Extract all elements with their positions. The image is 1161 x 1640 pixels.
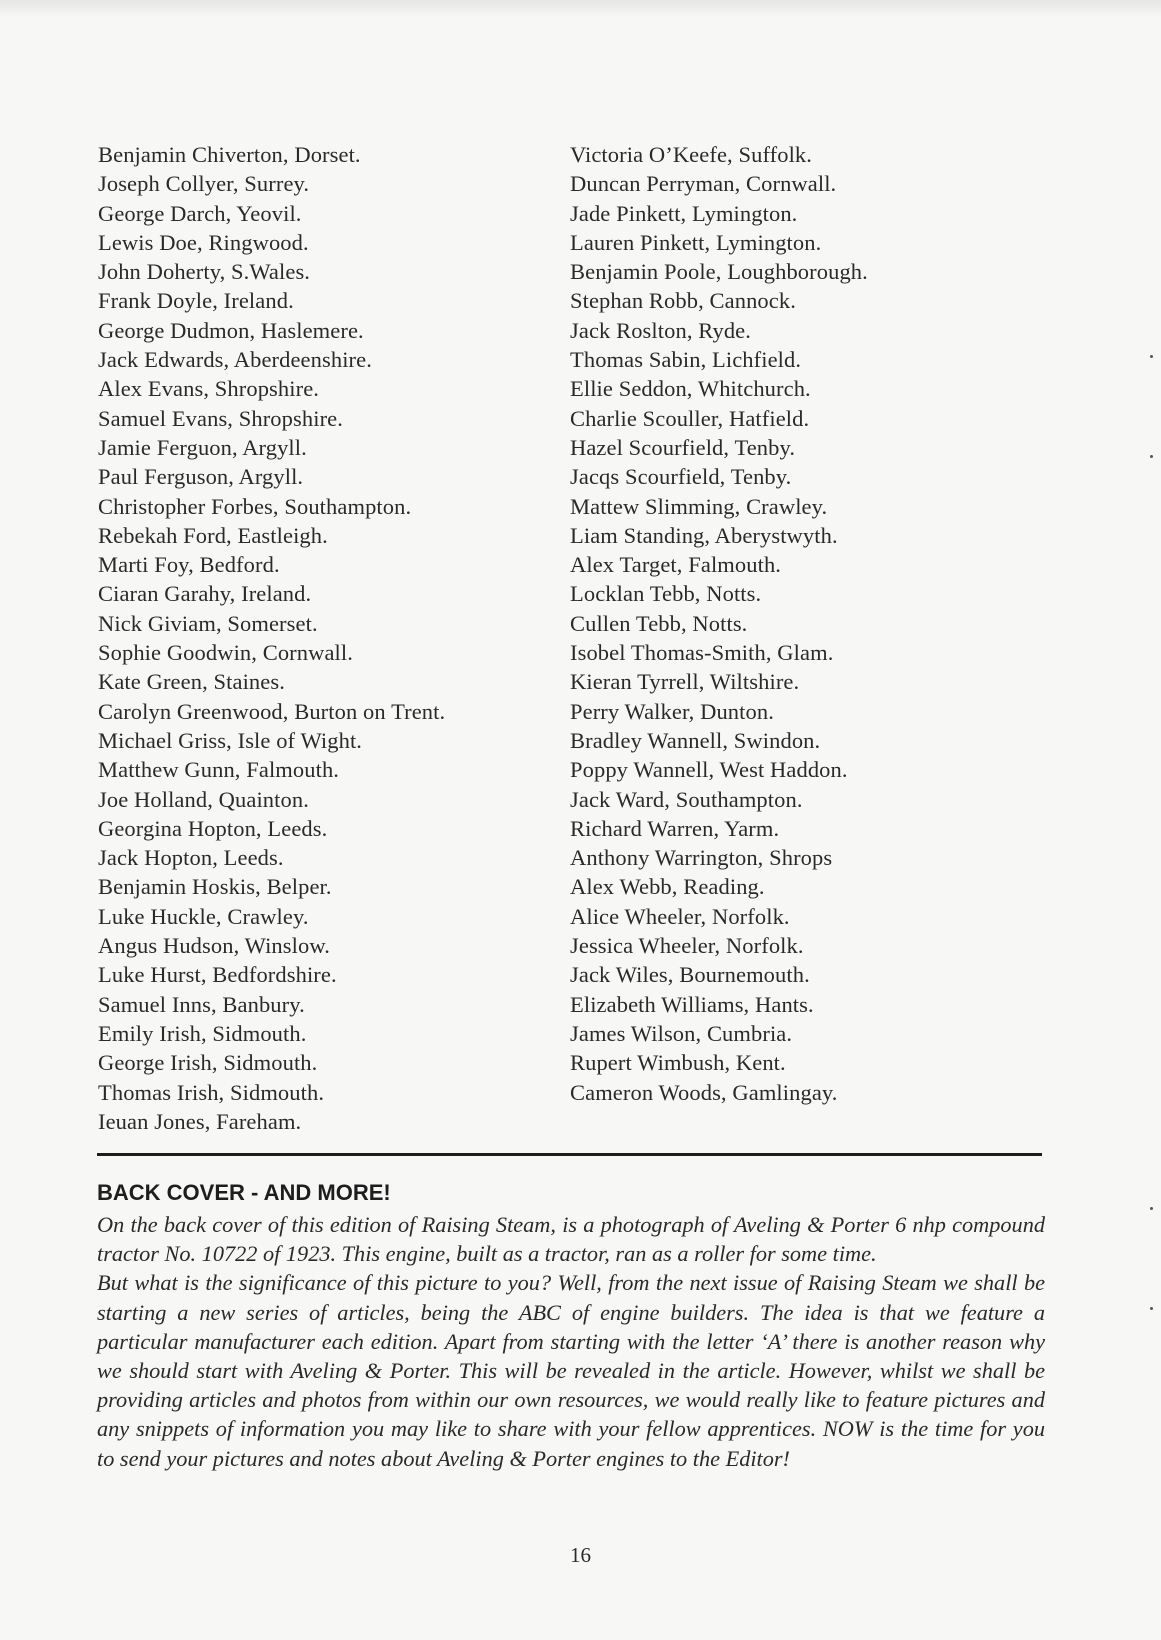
name-entry: James Wilson, Cumbria. [570, 1020, 793, 1046]
name-entry: Cullen Tebb, Notts. [570, 610, 748, 636]
name-entry: Kate Green, Staines. [98, 669, 285, 695]
name-entry: George Irish, Sidmouth. [98, 1050, 318, 1076]
name-entry: Hazel Scourfield, Tenby. [570, 434, 796, 460]
name-entry: Michael Griss, Isle of Wight. [98, 727, 363, 753]
name-entry: John Doherty, S.Wales. [98, 259, 311, 285]
name-entry: Ieuan Jones, Fareham. [98, 1108, 302, 1134]
name-entry: Christopher Forbes, Southampton. [98, 493, 412, 519]
name-entry: Thomas Irish, Sidmouth. [98, 1079, 325, 1105]
name-entry: Marti Foy, Bedford. [98, 552, 280, 578]
name-entry: Stephan Robb, Cannock. [570, 288, 796, 314]
names-left-column [98, 140, 445, 1136]
section-paragraph-1: On the back cover of this edition of Raising Steam, is a photograph of Aveling & Porter 6 nhp compound tractor No. 10722 of 1923. This engine, built as a tractor, ran as a roller for some time. [97, 1212, 1045, 1267]
name-entry: Jack Wiles, Bournemouth. [570, 962, 810, 988]
name-entry: Mattew Slimming, Crawley. [570, 493, 828, 519]
name-entry: Joe Holland, Quainton. [98, 786, 309, 812]
section-heading: BACK COVER - AND MORE! [97, 1180, 391, 1205]
name-entry: Rupert Wimbush, Kent. [570, 1050, 786, 1076]
name-entry: Matthew Gunn, Falmouth. [98, 757, 340, 783]
name-entry: Samuel Evans, Shropshire. [98, 405, 343, 431]
name-entry: Luke Hurst, Bedfordshire. [98, 962, 337, 988]
name-entry: Frank Doyle, Ireland. [98, 288, 294, 314]
name-entry: Jade Pinkett, Lymington. [570, 200, 798, 226]
name-entry: Samuel Inns, Banbury. [98, 991, 305, 1017]
name-entry: Sophie Goodwin, Cornwall. [98, 640, 353, 666]
name-entry: Rebekah Ford, Eastleigh. [98, 522, 328, 548]
name-entry: Georgina Hopton, Leeds. [98, 815, 328, 841]
name-entry: Locklan Tebb, Notts. [570, 581, 762, 607]
name-entry: Jacqs Scourfield, Tenby. [570, 464, 792, 490]
page-top-edge [0, 0, 1161, 18]
name-entry: George Dudmon, Haslemere. [98, 317, 364, 343]
name-entry: Lauren Pinkett, Lymington. [570, 229, 822, 255]
name-entry: Joseph Collyer, Surrey. [98, 171, 310, 197]
section-body [97, 1210, 1045, 1473]
section-divider [97, 1153, 1042, 1156]
name-entry: Jamie Ferguon, Argyll. [98, 434, 307, 460]
name-entry: Alex Webb, Reading. [570, 874, 765, 900]
name-entry: Perry Walker, Dunton. [570, 698, 774, 724]
name-entry: Richard Warren, Yarm. [570, 815, 780, 841]
name-entry: Charlie Scouller, Hatfield. [570, 405, 810, 431]
name-entry: Alex Target, Falmouth. [570, 552, 782, 578]
name-entry: Ellie Seddon, Whitchurch. [570, 376, 811, 402]
name-entry: Jack Edwards, Aberdeenshire. [98, 347, 372, 373]
name-entry: Ciaran Garahy, Ireland. [98, 581, 312, 607]
name-entry: Bradley Wannell, Swindon. [570, 727, 821, 753]
scan-speck [1150, 455, 1153, 458]
name-entry: Benjamin Poole, Loughborough. [570, 259, 868, 285]
name-entry: Angus Hudson, Winslow. [98, 933, 330, 959]
names-right-column [570, 140, 868, 1107]
name-entry: Jack Ward, Southampton. [570, 786, 803, 812]
name-entry: Benjamin Hoskis, Belper. [98, 874, 332, 900]
name-entry: Carolyn Greenwood, Burton on Trent. [98, 698, 446, 724]
name-entry: Alice Wheeler, Norfolk. [570, 903, 790, 929]
name-entry: Isobel Thomas-Smith, Glam. [570, 640, 834, 666]
name-entry: George Darch, Yeovil. [98, 200, 302, 226]
name-entry: Alex Evans, Shropshire. [98, 376, 320, 402]
name-entry: Lewis Doe, Ringwood. [98, 229, 309, 255]
scan-speck [1150, 1307, 1153, 1310]
scan-speck [1150, 1207, 1153, 1210]
name-entry: Jack Hopton, Leeds. [98, 845, 284, 871]
name-entry: Benjamin Chiverton, Dorset. [98, 142, 361, 167]
name-entry: Nick Giviam, Somerset. [98, 610, 318, 636]
name-entry: Poppy Wannell, West Haddon. [570, 757, 848, 783]
name-entry: Kieran Tyrrell, Wiltshire. [570, 669, 800, 695]
name-entry: Jack Roslton, Ryde. [570, 317, 751, 343]
page-number: 16 [570, 1543, 591, 1567]
name-entry: Jessica Wheeler, Norfolk. [570, 933, 804, 959]
name-entry: Anthony Warrington, Shrops [570, 845, 833, 871]
scan-speck [1150, 355, 1153, 358]
name-entry: Paul Ferguson, Argyll. [98, 464, 304, 490]
section-paragraph-2: But what is the significance of this picture to you? Well, from the next issue of Raising Steam we shall be starting a new series of articles, being the ABC of engine builders. The idea is that we feature a particular manufacturer each edition. Apart from starting with the letter ‘A’ there is another reason why we should start with Aveling & Porter. This will be revealed in the article. However, whilst we shall be providing articles and photos from within our own resources, we would really like to feature pictures and any snippets of information you may like to share with your fellow apprentices. NOW is the time for you to send your pictures and notes about Aveling & Porter engines to the Editor! [97, 1270, 1045, 1471]
name-entry: Luke Huckle, Crawley. [98, 903, 309, 929]
name-entry: Cameron Woods, Gamlingay. [570, 1079, 838, 1105]
name-entry: Emily Irish, Sidmouth. [98, 1020, 307, 1046]
name-entry: Liam Standing, Aberystwyth. [570, 522, 838, 548]
name-entry: Victoria O’Keefe, Suffolk. [570, 142, 813, 167]
name-entry: Duncan Perryman, Cornwall. [570, 171, 837, 197]
name-entry: Thomas Sabin, Lichfield. [570, 347, 802, 373]
name-entry: Elizabeth Williams, Hants. [570, 991, 814, 1017]
